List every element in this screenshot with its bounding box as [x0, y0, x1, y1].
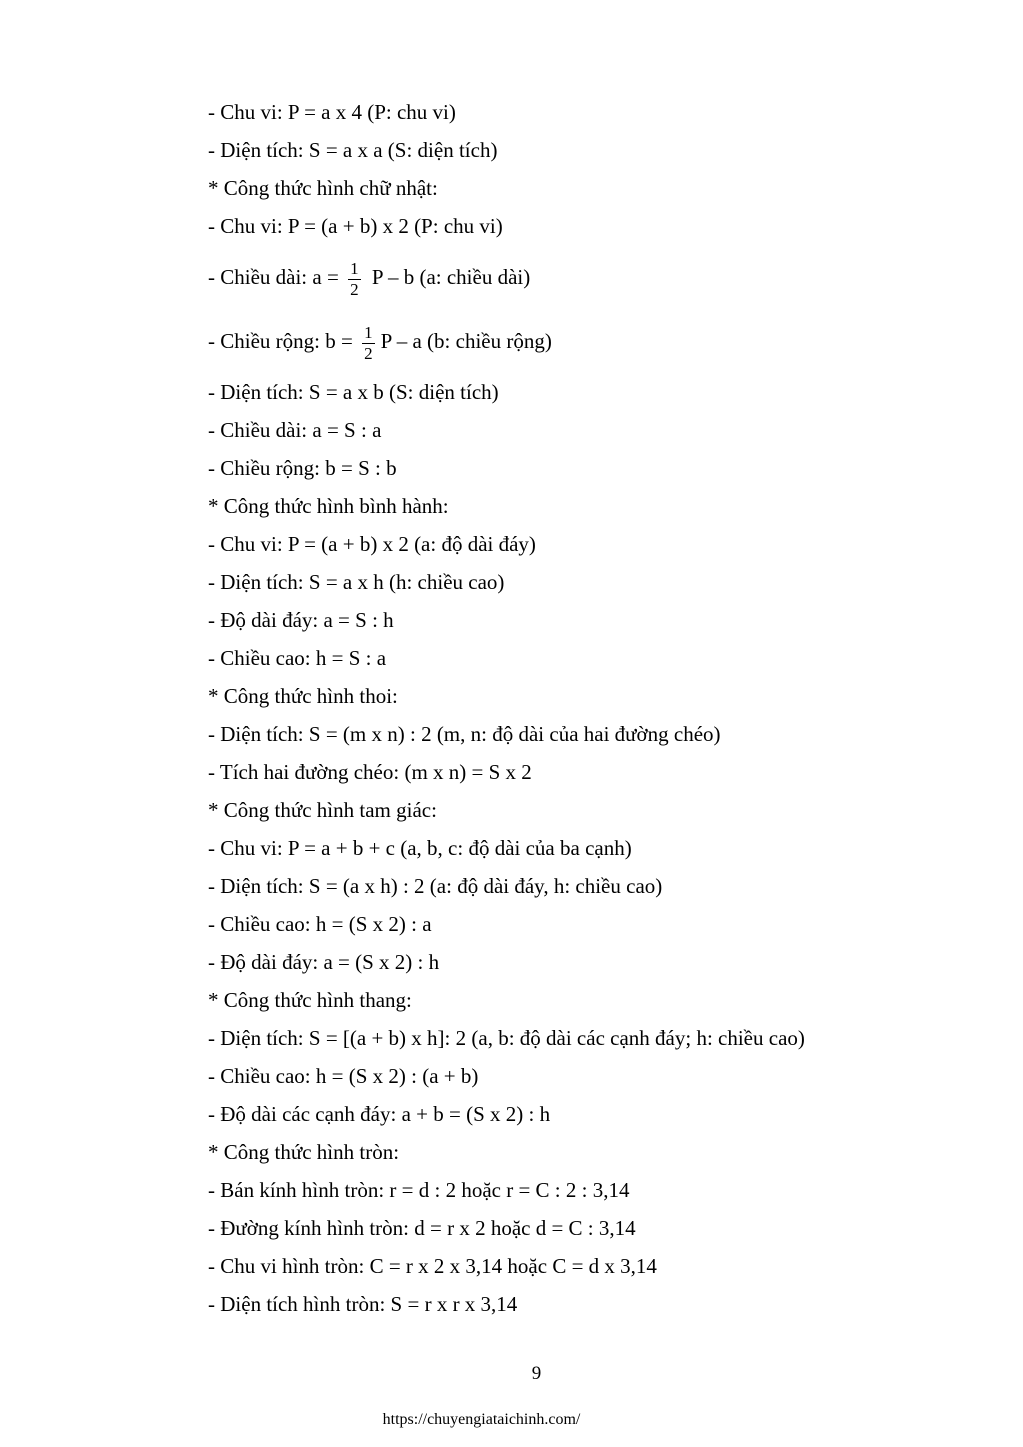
formula-line-fraction	[208, 309, 983, 373]
formula-text-before: - Chiều rộng: b =	[208, 329, 359, 353]
text-line: - Chiều dài: a = S : a	[208, 418, 382, 442]
text-line: - Độ dài đáy: a = S : h	[208, 608, 394, 632]
text-line: - Chu vi: P = (a + b) x 2 (P: chu vi)	[208, 214, 503, 238]
text-line: - Chiều cao: h = (S x 2) : a	[208, 912, 432, 936]
document-body	[208, 93, 983, 1323]
text-line: - Diện tích: S = (m x n) : 2 (m, n: độ dài của hai đường chéo)	[208, 722, 721, 746]
section-heading: * Công thức hình thang:	[208, 988, 412, 1012]
text-line: - Chu vi: P = a x 4 (P: chu vi)	[208, 100, 456, 124]
text-line: - Bán kính hình tròn: r = d : 2 hoặc r = C : 2 : 3,14	[208, 1178, 630, 1202]
text-line: - Chiều cao: h = S : a	[208, 646, 387, 670]
text-line: - Diện tích: S = (a x h) : 2 (a: độ dài đáy, h: chiều cao)	[208, 874, 663, 898]
text-line: - Diện tích: S = a x h (h: chiều cao)	[208, 570, 505, 594]
text-line: - Chu vi: P = (a + b) x 2 (a: độ dài đáy)	[208, 532, 536, 556]
section-heading: * Công thức hình chữ nhật:	[208, 176, 438, 200]
formula-text-after: P – a (b: chiều rộng)	[380, 329, 552, 353]
section-heading: * Công thức hình thoi:	[208, 684, 398, 708]
fraction	[348, 259, 361, 300]
fraction-numerator: 1	[364, 322, 373, 342]
text-line: - Chiều rộng: b = S : b	[208, 456, 397, 480]
fraction-denominator: 2	[350, 279, 359, 299]
footer-url[interactable]: https://chuyengiataichinh.com/	[382, 1411, 581, 1428]
text-line: - Chu vi hình tròn: C = r x 2 x 3,14 hoặc C = d x 3,14	[208, 1254, 657, 1278]
section-heading: * Công thức hình bình hành:	[208, 494, 449, 518]
text-line: - Chu vi: P = a + b + c (a, b, c: độ dài của ba cạnh)	[208, 836, 632, 860]
text-line: - Độ dài các cạnh đáy: a + b = (S x 2) : h	[208, 1102, 551, 1126]
section-heading: * Công thức hình tam giác:	[208, 798, 437, 822]
fraction-denominator: 2	[364, 343, 373, 363]
text-line: - Đường kính hình tròn: d = r x 2 hoặc d = C : 3,14	[208, 1216, 636, 1240]
text-line: - Diện tích: S = [(a + b) x h]: 2 (a, b: độ dài các cạnh đáy; h: chiều cao)	[208, 1026, 805, 1050]
section-heading: * Công thức hình tròn:	[208, 1140, 400, 1164]
formula-text-after: P – b (a: chiều dài)	[366, 265, 531, 289]
text-line: - Diện tích: S = a x a (S: diện tích)	[208, 138, 498, 162]
text-line: - Tích hai đường chéo: (m x n) = S x 2	[208, 760, 532, 784]
text-line: - Độ dài đáy: a = (S x 2) : h	[208, 950, 440, 974]
text-line: - Diện tích: S = a x b (S: diện tích)	[208, 380, 499, 404]
page-number: 9	[531, 1363, 542, 1384]
text-line: - Diện tích hình tròn: S = r x r x 3,14	[208, 1292, 518, 1316]
fraction	[362, 323, 375, 364]
formula-line-fraction	[208, 245, 983, 309]
fraction-numerator: 1	[350, 258, 359, 278]
formula-text-before: - Chiều dài: a =	[208, 265, 345, 289]
text-line: - Chiều cao: h = (S x 2) : (a + b)	[208, 1064, 479, 1088]
